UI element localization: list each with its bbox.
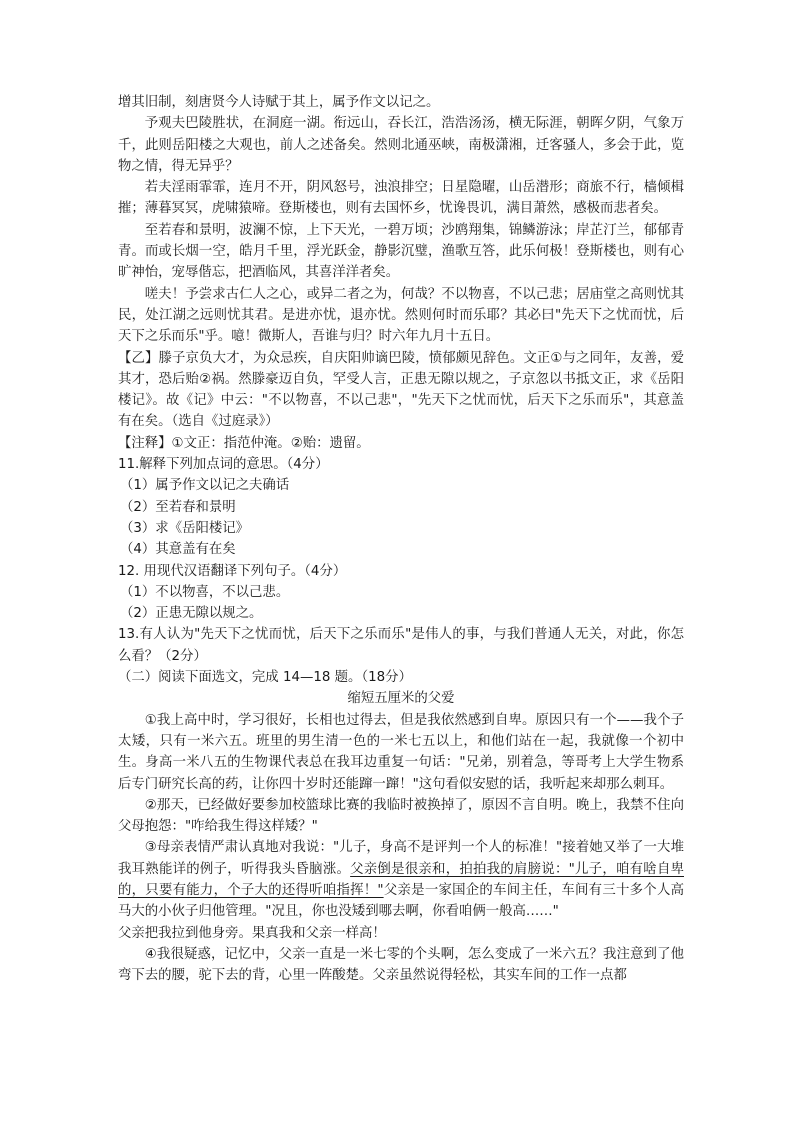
text-paragraph: （2）至若春和景明 [120,499,236,515]
text-paragraph: （3）求《岳阳楼记》 [120,520,250,536]
document-body [118,92,684,837]
text-paragraph: 予观夫巴陵胜状，在洞庭一湖。衔远山，吞长江，浩浩汤汤，横无际涯，朝晖夕阴，气象万千，此则岳阳楼之大观也，前人之述备矣。然则北通巫峡，南极潇湘，迁客骚人，多会于此，览物之情，得无异乎？ [118,116,684,174]
text-paragraph: （4）其意盖有在矣 [120,542,236,558]
paragraph-3 [118,837,684,922]
text-paragraph: 13.有人认为"先天下之忧而忧，后天下之乐而乐"是伟人的事，与我们普通人无关，对此，你怎么看？（2分） [118,627,684,664]
text-paragraph: 至若春和景明，波澜不惊，上下天光，一碧万顷；沙鸥翔集，锦鳞游泳；岸芷汀兰，郁郁青青。而或长烟一空，皓月千里，浮光跃金，静影沉璧，渔歌互答，此乐何极！登斯楼也，则有心旷神怡，宠辱偕忘，把酒临风，其喜洋洋者矣。 [118,222,684,281]
text-paragraph: （1）不以物喜，不以己悲。 [120,584,290,600]
text-paragraph: ①我上高中时，学习很好，长相也过得去，但是我依然感到自卑。原因只有一个——我个子太矮，只有一米六五。班里的男生清一色的一米七五以上，和他们站在一起，我就像一个初中生。身高一米八五的生物课代表总在我耳边重复一句话："兄弟，别着急，等哥考上大学生物系后专门研究长高的药，让你四十岁时还能蹿一蹿！"这句看似安慰的话，我听起来却那么刺耳。 [118,712,684,792]
text-paragraph: 嗟夫！予尝求古仁人之心，或异二者之为，何哉？不以物喜，不以己悲；居庙堂之高则忧其民，处江湖之远则忧其君。是进亦忧，退亦忧。然则何时而乐耶？其必曰"先天下之忧而忧，后天下之乐而乐"乎。噫！微斯人，吾谁与归？时六年九月十五日。 [118,286,684,345]
text-paragraph: ②那天，已经做好要参加校篮球比赛的我临时被换掉了，原因不言自明。晚上，我禁不住向父母抱怨："咋给我生得这样矮？" [118,797,684,835]
text-paragraph: （1）属予作文以记之夫确话 [120,478,290,494]
text-paragraph: （二）阅读下面选文，完成 14—18 题。（18分） [118,670,412,686]
text-paragraph: 【注释】①文正：指范仲淹。②贻：遗留。 [118,435,370,451]
text-paragraph: 【乙】滕子京负大才，为众忌疾，自庆阳帅谪巴陵，愤郁颇见辞色。文正①与之同年，友善，爱其才，恐后贻②祸。然滕豪迈自负，罕受人言，正患无隙以规之，子京忽以书抵文正，求《岳阳楼记》。故《记》中云："不以物喜，不以己悲"，"先天下之忧而忧，后天下之乐而乐"，其意盖有在矣。（选自《过庭录》） [118,350,684,430]
paragraph-3-tail: 父亲是一家国企的车间主任，车间有三十多个人高马大的小伙子归他管理。"况且，你也没矮到哪去啊，你看咱俩一般高……" [118,882,684,920]
text-paragraph: 11.解释下列加点词的意思。（4分） [118,457,329,473]
text-paragraph: 增其旧制，刻唐贤今人诗赋于其上，属予作文以记之。 [118,95,440,110]
paragraph-4: ④我很疑惑，记忆中，父亲一直是一米七零的个头啊，怎么变成了一米六五？我注意到了他弯下去的腰，驼下去的背，心里一阵酸楚。父亲虽然说得轻松，其实车间的工作一点都 [118,946,684,984]
text-paragraph: （2）正患无隙以规之。 [120,606,263,622]
text-paragraph: 缩短五厘米的父爱 [347,691,455,707]
underlined-sentence: 父亲倒是很亲和，拍拍我的肩膀说："儿子，咱有啥自卑的，只要有能力，个子大的还得听咱指挥！" [118,861,684,898]
paragraph-3-text: ③母亲表情严肃认真地对我说："儿子，身高不是评判一个人的标准！"接着她又举了一大堆我耳熟能详的例子，听得我头昏脑涨。 [118,840,684,877]
paragraph-3-cont: 父亲把我拉到他身旁。果真我和父亲一样高！ [118,925,386,941]
text-paragraph: 12. 用现代汉语翻译下列句子。（4分） [118,563,347,579]
document-page [118,92,684,986]
text-paragraph: 若夫淫雨霏霏，连月不开，阴风怒号，浊浪排空；日星隐曜，山岳潜形；商旅不行，樯倾楫摧；薄暮冥冥，虎啸猿啼。登斯楼也，则有去国怀乡，忧谗畏讥，满目萧然，感极而悲者矣。 [118,180,684,217]
